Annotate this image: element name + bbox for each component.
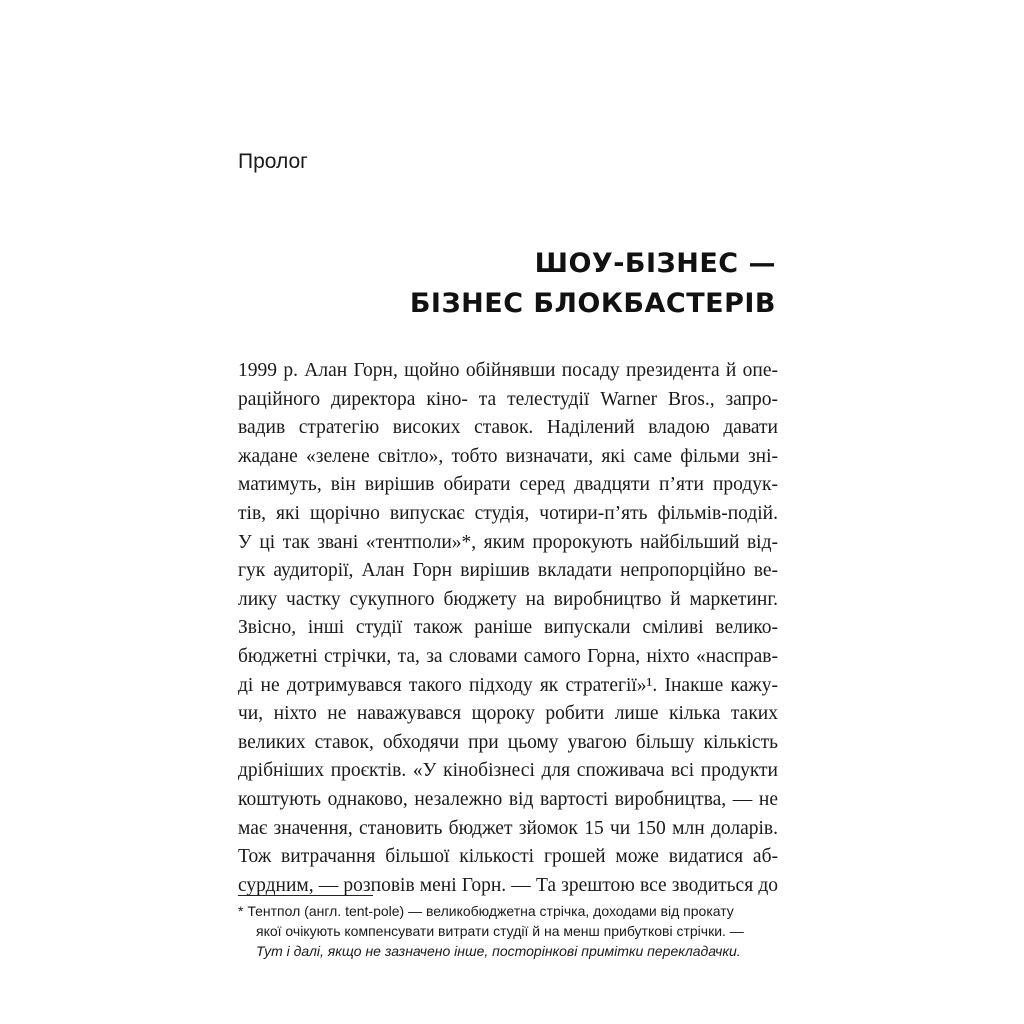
footnote <box>238 901 778 961</box>
body-line: лику частку сукупного бюджету на виробництво й маркетинг. <box>238 588 778 610</box>
body-line: гук аудиторії, Алан Горн вирішив вкладати непропорційно ве- <box>238 560 778 582</box>
body-line: дрібніших проєктів. «У кінобізнесі для споживача всі продукти <box>238 760 778 782</box>
body-line: раційного директора кіно- та телестудії Warner Bros., запро- <box>238 388 778 410</box>
body-line: У ці так звані «тентполи»*, яким пророкують найбільший від- <box>238 531 778 553</box>
footnote-divider <box>238 895 373 896</box>
chapter-title <box>410 244 776 324</box>
chapter-title-line-2: БІЗНЕС БЛОКБАСТЕРІВ <box>409 288 776 319</box>
footnote-line-2: якої очікують компенсувати витрати студії й на менш прибуткові стрічки. — <box>256 923 744 939</box>
footnote-line-3: Тут і далі, якщо не зазначено інше, посторінкові примітки перекладачки. <box>256 943 741 959</box>
body-line: Тож витрачання більшої кількості грошей може видатися аб- <box>238 846 778 868</box>
body-line: великих ставок, обходячи при цьому увагою більшу кількість <box>238 731 778 753</box>
body-line: має значення, становить бюджет зйомок 15 чи 150 млн доларів. <box>238 817 778 839</box>
body-line: жадане «зелене світло», тобто визначати, які саме фільми зні- <box>238 445 778 467</box>
section-label: Пролог <box>238 150 308 173</box>
footnote-line-1: * Тентпол (англ. tent-pole) — великобюджетна стрічка, доходами від прокату <box>238 903 734 919</box>
body-line: тів, які щорічно випускає студія, чотири-п’ять фільмів-подій. <box>238 502 778 524</box>
body-line: сурдним, — розповів мені Горн. — Та зрештою все зводиться до <box>238 874 778 896</box>
chapter-title-line-1: ШОУ-БІЗНЕС — <box>534 248 776 279</box>
body-text <box>238 357 778 900</box>
body-line: чи, ніхто не наважувався щороку робити лише кілька таких <box>238 703 778 725</box>
body-line: ді не дотримувався такого підходу як стратегії»¹. Інакше кажу- <box>238 674 778 696</box>
body-line: матимуть, він вирішив обирати серед двадцяти п’яти продук- <box>238 474 778 496</box>
body-line: 1999 р. Алан Горн, щойно обійнявши посаду президента й опе- <box>238 360 778 381</box>
body-line: вадив стратегію високих ставок. Наділений владою давати <box>238 417 778 439</box>
body-line: Звісно, інші студії також раніше випускали сміливі велико- <box>238 617 778 639</box>
body-line: коштують однаково, незалежно від вартості виробництва, — не <box>238 788 778 810</box>
body-line: бюджетні стрічки, та, за словами самого Горна, ніхто «насправ- <box>238 645 778 667</box>
